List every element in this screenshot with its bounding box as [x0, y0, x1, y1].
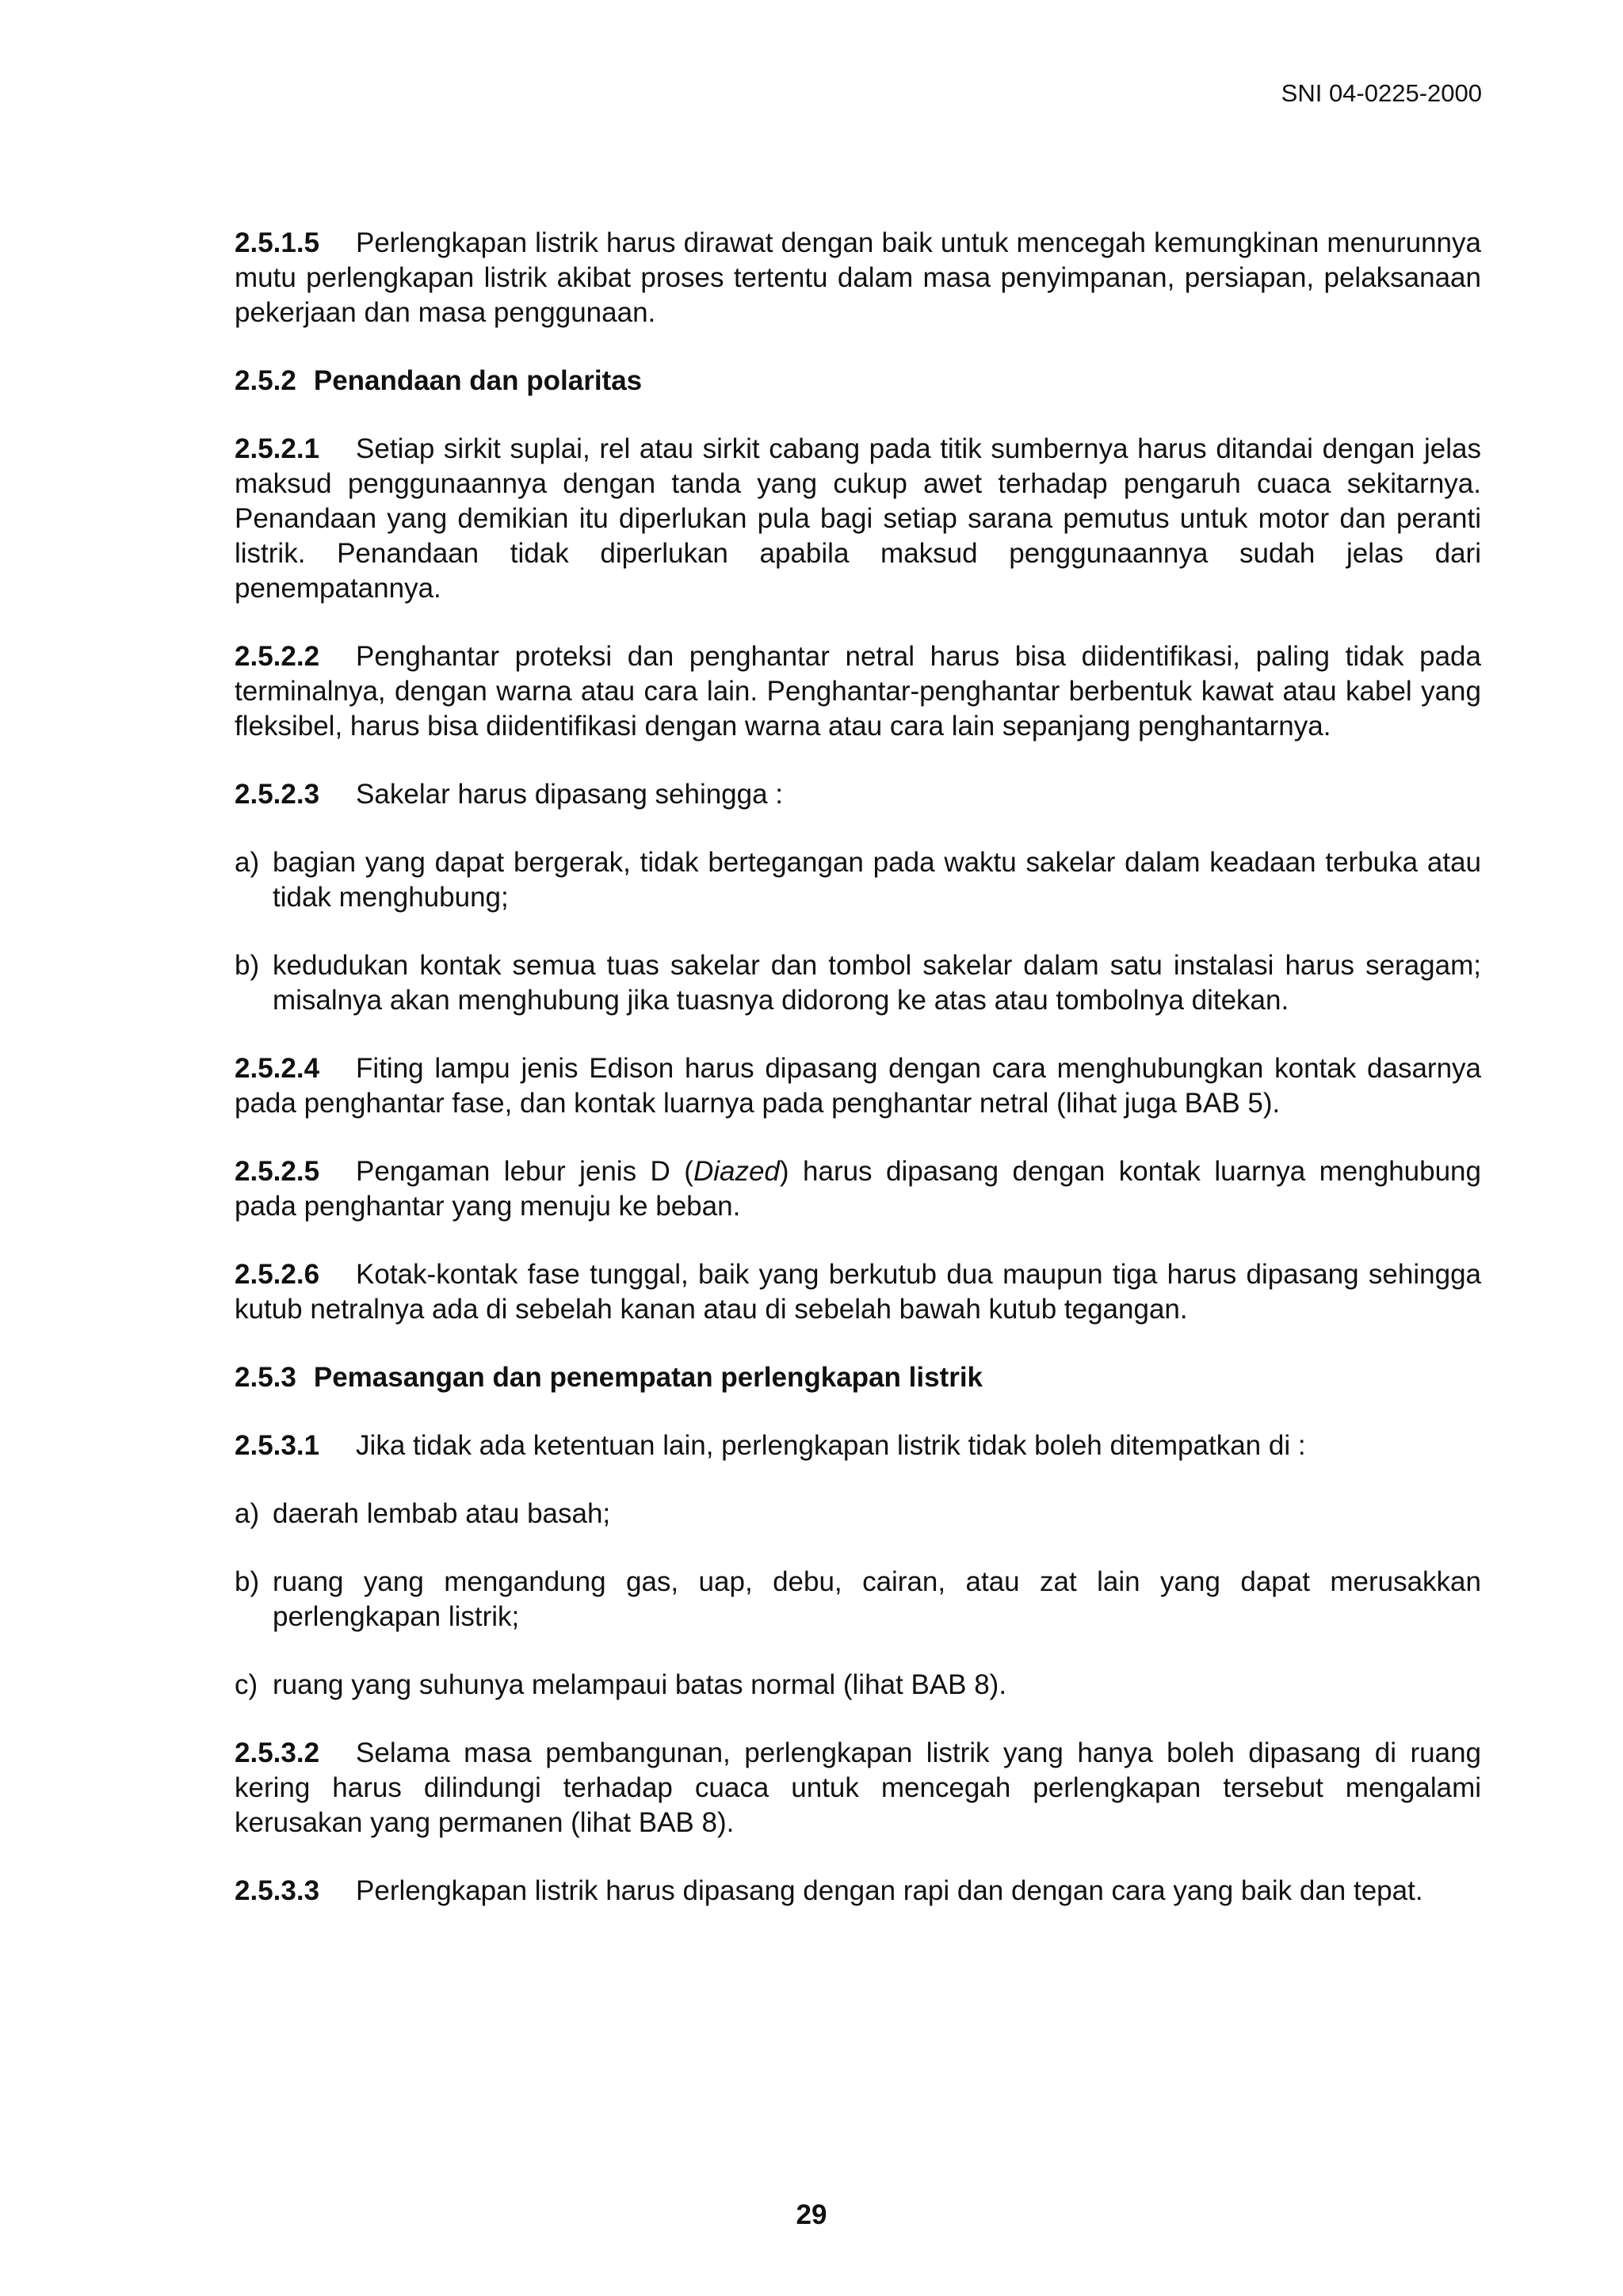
list-marker: a)	[235, 1498, 260, 1529]
clause-text-after: ) harus dipasang dengan kontak luarnya menghubung pada penghantar yang menuju ke beban.	[235, 1156, 1481, 1222]
clause-number: 2.5.2.5	[235, 1156, 320, 1187]
clause-text: Perlengkapan listrik harus dipasang dengan rapi dan dengan cara yang baik dan tepat.	[356, 1875, 1423, 1906]
clause-number: 2.5.2.4	[235, 1053, 320, 1084]
section-number: 2.5.2	[235, 365, 296, 396]
clause-2-5-3-3	[235, 1874, 1481, 1909]
clause-2-5-3-1	[235, 1428, 1481, 1463]
list-item	[235, 1668, 1481, 1703]
list-marker: b)	[235, 1566, 260, 1597]
clause-number: 2.5.3.3	[235, 1875, 320, 1906]
list-marker: b)	[235, 950, 260, 981]
list-item-text: daerah lembab atau basah;	[273, 1498, 611, 1529]
clause-text: Perlengkapan listrik harus dirawat dengan baik untuk mencegah kemungkinan menurunnya mutu perlengkapan listrik akibat proses tertentu dalam masa penyimpanan, persiapan, pelaksanaan pekerjaan dan masa penggunaan.	[235, 227, 1481, 328]
section-title: Penandaan dan polaritas	[313, 365, 643, 396]
section-title: Pemasangan dan penempatan perlengkapan listrik	[313, 1362, 983, 1393]
list-item	[235, 1497, 1481, 1531]
clause-number: 2.5.3.2	[235, 1737, 320, 1768]
clause-text: Sakelar harus dipasang sehingga :	[356, 779, 784, 810]
clause-text: Selama masa pembangunan, perlengkapan listrik yang hanya boleh dipasang di ruang kering harus dilindungi terhadap cuaca untuk mencegah perlengkapan tersebut mengalami kerusakan yang permanen (lihat BAB 8).	[235, 1737, 1481, 1838]
clause-text-italic: Diazed	[693, 1156, 780, 1187]
list-item	[235, 1565, 1481, 1634]
clause-2-5-2-3	[235, 777, 1481, 812]
clause-text: Setiap sirkit suplai, rel atau sirkit cabang pada titik sumbernya harus ditandai dengan jelas maksud penggunaannya dengan tanda yang cukup awet terhadap pengaruh cuaca sekitarnya. Penandaan yang demikian itu diperlukan pula bagi setiap sarana pemutus untuk motor dan peranti listrik. Penandaan tidak diperlukan apabila maksud penggunaannya sudah jelas dari penempatannya.	[235, 433, 1481, 604]
clause-2-5-2-1	[235, 432, 1481, 606]
clause-number: 2.5.3.1	[235, 1430, 320, 1461]
list-item-text: kedudukan kontak semua tuas sakelar dan tombol sakelar dalam satu instalasi harus seragam; misalnya akan menghubung jika tuasnya didorong ke atas atau tombolnya ditekan.	[273, 950, 1481, 1016]
clause-2-5-2-5	[235, 1154, 1481, 1224]
clause-text: Jika tidak ada ketentuan lain, perlengkapan listrik tidak boleh ditempatkan di :	[356, 1430, 1306, 1461]
list-item-text: ruang yang mengandung gas, uap, debu, cairan, atau zat lain yang dapat merusakkan perlengkapan listrik;	[273, 1566, 1481, 1632]
list-item-text: bagian yang dapat bergerak, tidak bertegangan pada waktu sakelar dalam keadaan terbuka atau tidak menghubung;	[273, 847, 1481, 913]
clause-text: Penghantar proteksi dan penghantar netral harus bisa diidentifikasi, paling tidak pada terminalnya, dengan warna atau cara lain. Penghantar-penghantar berbentuk kawat atau kabel yang fleksibel, harus bisa diidentifikasi dengan warna atau cara lain sepanjang penghantarnya.	[235, 641, 1481, 742]
clause-number: 2.5.2.3	[235, 779, 320, 810]
page-number: 29	[796, 2199, 827, 2230]
clause-2-5-2-6	[235, 1257, 1481, 1327]
clause-text-before: Pengaman lebur jenis D (	[356, 1156, 693, 1187]
document-body	[235, 226, 1481, 1942]
clause-number: 2.5.2.2	[235, 641, 320, 672]
list-marker: a)	[235, 847, 260, 878]
list-item	[235, 948, 1481, 1018]
list-item-text: ruang yang suhunya melampaui batas normal (lihat BAB 8).	[273, 1669, 1007, 1700]
clause-number: 2.5.2.1	[235, 433, 320, 464]
clause-number: 2.5.2.6	[235, 1259, 320, 1290]
clause-2-5-1-5	[235, 226, 1481, 330]
list-marker: c)	[235, 1669, 258, 1700]
section-heading-2-5-3	[235, 1360, 1481, 1395]
section-heading-2-5-2	[235, 364, 1481, 399]
section-number: 2.5.3	[235, 1362, 296, 1393]
clause-2-5-2-4	[235, 1051, 1481, 1121]
document-code: SNI 04-0225-2000	[1281, 79, 1482, 107]
clause-text: Kotak-kontak fase tunggal, baik yang berkutub dua maupun tiga harus dipasang sehingga kutub netralnya ada di sebelah kanan atau di sebelah bawah kutub tegangan.	[235, 1259, 1481, 1325]
clause-number: 2.5.1.5	[235, 227, 320, 258]
clause-2-5-3-2	[235, 1736, 1481, 1840]
clause-2-5-2-2	[235, 639, 1481, 744]
clause-text: Fiting lampu jenis Edison harus dipasang dengan cara menghubungkan kontak dasarnya pada penghantar fase, dan kontak luarnya pada penghantar netral (lihat juga BAB 5).	[235, 1053, 1481, 1119]
list-item	[235, 845, 1481, 915]
